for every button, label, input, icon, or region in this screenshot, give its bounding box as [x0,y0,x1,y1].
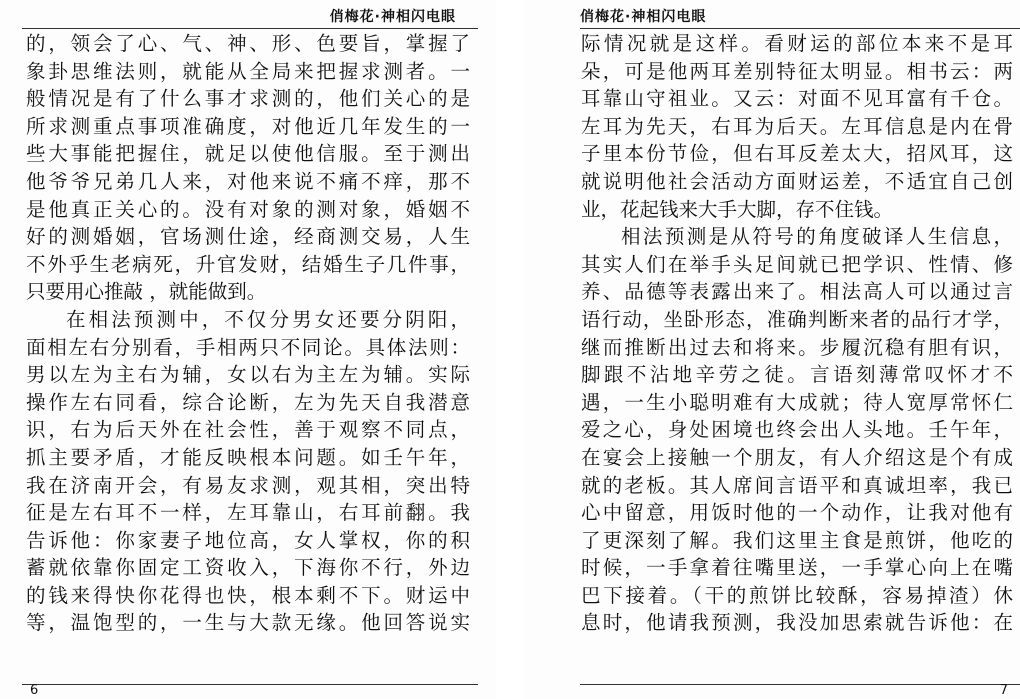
text-line: 继而推断出过去和将来。步履沉稳有胆有识， [581,335,1013,359]
header-rule [580,28,1020,29]
text-line: 蓄就依靠你固定工资收入，下海你不行，外边 [26,556,470,580]
text-line: 面相左右分别看，手相两只不同论。具体法则： [26,335,470,359]
text-line: 在相法预测中，不仅分男女还要分阴阳， [66,307,470,331]
body-text [581,30,1013,637]
text-line: 的钱来得快你花得也快，根本剩不下。财运中 [26,583,470,607]
left-page [0,0,496,699]
text-line: 遇，一生小聪明难有大成就；待人宽厚常怀仁 [581,390,1013,414]
text-line: 操作左右同看，综合论断，左为先天自我潜意 [26,390,470,414]
text-line: 耳靠山守祖业。又云：对面不见耳富有千仓。 [581,87,1013,111]
text-line: 征是左右耳不一样，左耳靠山，右耳前翻。我 [26,501,470,525]
text-line: 的，领会了心、气、神、形、色要旨，掌握了 [26,32,470,55]
right-page [524,0,1020,699]
text-line: 爱之心，身处困境也终会出人头地。壬午年， [581,418,1013,442]
text-line: 不外乎生老病死，升官发财，结婚生子几件事， [26,252,470,276]
text-line: 是他真正关心的。没有对象的测对象，婚姻不 [26,197,470,221]
text-line: 了更深刻了解。我们这里主食是煎饼，他吃的 [581,528,1013,552]
footer-rule [580,684,1020,685]
text-line: 时候，一手拿着往嘴里送，一手掌心向上在嘴 [581,556,1013,580]
book-gutter [496,0,524,699]
text-line: 巴下接着。（干的煎饼比较酥，容易掉渣）休 [581,583,1013,607]
text-line: 等，温饱型的，一生与大款无缘。他回答说实 [26,611,470,635]
text-line: 息时，他请我预测，我没加思索就告诉他：在 [581,611,1013,635]
body-text [26,30,470,637]
text-line: 相法预测是从符号的角度破译人生信息， [621,225,1013,249]
text-line: 子里本份节俭，但右耳反差太大，招风耳，这 [581,142,1013,166]
text-line: 象卦思维法则，就能从全局来把握求测者。一 [26,59,470,83]
running-head: 俏梅花·神相闪电眼 [580,9,707,25]
text-line: 男以左为主右为辅，女以右为主左为辅。实际 [26,363,470,387]
running-head: 俏梅花·神相闪电眼 [329,9,456,25]
text-line: 所求测重点事项准确度，对他近几年发生的一 [26,114,470,138]
text-line: 语行动，坐卧形态，准确判断来者的品行才学， [581,307,1013,331]
header-rule [22,28,478,29]
text-line: 就说明他社会活动方面财运差，不适宜自己创 [581,169,1013,193]
page-number: 7 [999,683,1008,698]
text-line: 我在济南开会，有易友求测，观其相，突出特 [26,473,470,497]
text-line: 好的测婚姻，官场测仕途，经商测交易，人生 [26,225,470,249]
text-line: 养、品德等表露出来了。相法高人可以通过言 [581,280,1013,304]
text-line: 些大事能把握住，就足以使他信服。至于测出 [26,142,470,166]
text-line: 抓主要矛盾，才能反映根本问题。如壬午年， [26,445,470,469]
text-line: 脚跟不沾地辛劳之徒。言语刻薄常叹怀才不 [581,363,1013,387]
text-line: 般情况是有了什么事才求测的，他们关心的是 [26,87,470,111]
text-line: 他爷爷兄弟几人来，对他来说不痛不痒，那不 [26,169,470,193]
text-line: 左耳为先天，右耳为后天。左耳信息是内在骨 [581,114,1013,138]
text-line: 识，右为后天外在社会性，善于观察不同点， [26,418,470,442]
text-line: 告诉他：你家妻子地位高，女人掌权，你的积 [26,528,470,552]
text-line: 只要用心推敲 ，就能做到。 [26,280,267,304]
page-number: 6 [30,683,39,698]
text-line: 心中留意，用饭时他的一个动作，让我对他有 [581,501,1013,525]
text-line: 际情况就是这样。看财运的部位本来不是耳 [581,32,1013,55]
text-line: 就的老板。其人席间言语平和真诚坦率，我已 [581,473,1013,497]
footer-rule [22,684,478,685]
text-line: 在宴会上接触一个朋友，有人介绍这是个有成 [581,445,1013,469]
text-line: 其实人们在举手头足间就已把学识、性情、修 [581,252,1013,276]
text-line: 朵，可是他两耳差别特征太明显。相书云：两 [581,59,1013,83]
text-line: 业，花起钱来大手大脚，存不住钱。 [581,197,894,221]
